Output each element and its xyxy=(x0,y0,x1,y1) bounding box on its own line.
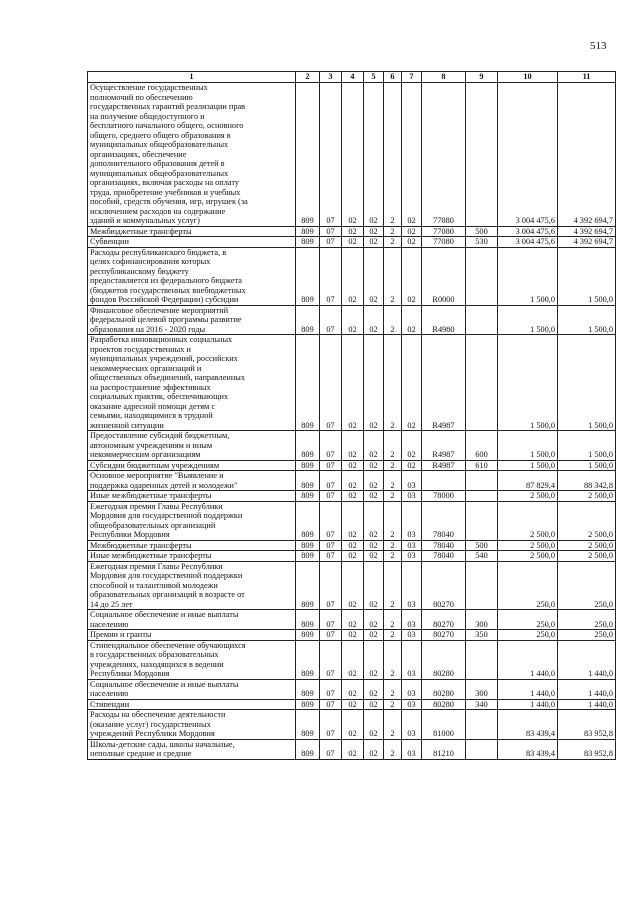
code-cell: 2 xyxy=(384,540,402,551)
amount-cell: 1 500,0 xyxy=(498,460,558,471)
code-cell: 07 xyxy=(320,710,342,740)
code-cell: 02 xyxy=(364,83,384,227)
code-cell: 03 xyxy=(402,640,422,679)
amount-cell: 83 439,4 xyxy=(498,710,558,740)
code-cell: 2 xyxy=(384,710,402,740)
code-cell: 2 xyxy=(384,739,402,759)
code-cell: 03 xyxy=(402,630,422,641)
code-cell: 77080 xyxy=(422,83,466,227)
code-cell: 03 xyxy=(402,471,422,491)
code-cell: 809 xyxy=(296,226,320,237)
code-cell: 07 xyxy=(320,551,342,562)
code-cell: 02 xyxy=(364,739,384,759)
amount-cell: 1 500,0 xyxy=(558,305,616,335)
code-cell: 07 xyxy=(320,561,342,610)
amount-cell: 1 500,0 xyxy=(558,431,616,461)
code-cell: 80270 xyxy=(422,561,466,610)
code-cell: 02 xyxy=(342,431,364,461)
code-cell: 2 xyxy=(384,551,402,562)
code-cell: 809 xyxy=(296,471,320,491)
code-cell: 2 xyxy=(384,83,402,227)
page-number: 513 xyxy=(590,40,607,52)
table-row xyxy=(88,471,616,491)
expense-name-cell: Социальное обеспечение и иные выплаты населению xyxy=(88,679,296,699)
code-cell: 02 xyxy=(342,247,364,305)
amount-cell: 1 440,0 xyxy=(498,679,558,699)
code-cell: 02 xyxy=(342,83,364,227)
code-cell: 2 xyxy=(384,640,402,679)
expense-name-cell: Межбюджетные трансферты xyxy=(88,540,296,551)
table-row xyxy=(88,335,616,431)
code-cell: R4980 xyxy=(422,305,466,335)
amount-cell: 1 500,0 xyxy=(498,247,558,305)
column-header: 8 xyxy=(422,72,466,83)
code-cell: 07 xyxy=(320,237,342,248)
code-cell: 77080 xyxy=(422,237,466,248)
code-cell: 02 xyxy=(364,226,384,237)
amount-cell: 83 439,4 xyxy=(498,739,558,759)
code-cell xyxy=(466,739,498,759)
code-cell: 600 xyxy=(466,431,498,461)
code-cell: 02 xyxy=(342,561,364,610)
budget-table xyxy=(87,71,616,760)
expense-name-cell: Основное мероприятие "Выявление и поддержка одаренных детей и молодежи" xyxy=(88,471,296,491)
expense-name-cell: Социальное обеспечение и иные выплаты населению xyxy=(88,610,296,630)
code-cell: 03 xyxy=(402,710,422,740)
code-cell: 02 xyxy=(342,630,364,641)
code-cell: 80270 xyxy=(422,630,466,641)
code-cell: 2 xyxy=(384,610,402,630)
code-cell: 2 xyxy=(384,247,402,305)
code-cell: 809 xyxy=(296,551,320,562)
expense-name-cell: Иные межбюджетные трансферты xyxy=(88,551,296,562)
table-row xyxy=(88,237,616,248)
column-header: 6 xyxy=(384,72,402,83)
table-row xyxy=(88,630,616,641)
amount-cell: 1 440,0 xyxy=(558,640,616,679)
code-cell: 81000 xyxy=(422,710,466,740)
code-cell: 02 xyxy=(342,226,364,237)
amount-cell: 4 392 694,7 xyxy=(558,226,616,237)
expense-name-cell: Иные межбюджетные трансферты xyxy=(88,491,296,502)
code-cell: 350 xyxy=(466,630,498,641)
code-cell: 300 xyxy=(466,679,498,699)
amount-cell: 1 500,0 xyxy=(498,335,558,431)
table-row xyxy=(88,540,616,551)
amount-cell: 4 392 694,7 xyxy=(558,83,616,227)
code-cell: 78040 xyxy=(422,540,466,551)
code-cell: 02 xyxy=(364,540,384,551)
code-cell: 02 xyxy=(364,710,384,740)
code-cell: 2 xyxy=(384,630,402,641)
code-cell: 07 xyxy=(320,699,342,710)
code-cell: 809 xyxy=(296,335,320,431)
code-cell: 02 xyxy=(402,83,422,227)
code-cell: 540 xyxy=(466,551,498,562)
code-cell: 02 xyxy=(342,237,364,248)
code-cell xyxy=(466,640,498,679)
code-cell: 02 xyxy=(364,460,384,471)
code-cell: 02 xyxy=(402,431,422,461)
code-cell: 809 xyxy=(296,431,320,461)
code-cell: 02 xyxy=(402,226,422,237)
code-cell: 02 xyxy=(364,610,384,630)
code-cell: 809 xyxy=(296,640,320,679)
amount-cell: 2 500,0 xyxy=(558,540,616,551)
code-cell: 02 xyxy=(342,460,364,471)
code-cell: 77080 xyxy=(422,226,466,237)
code-cell: 02 xyxy=(364,679,384,699)
amount-cell: 88 342,8 xyxy=(558,471,616,491)
amount-cell: 2 500,0 xyxy=(558,501,616,540)
code-cell: 03 xyxy=(402,501,422,540)
code-cell: 02 xyxy=(342,610,364,630)
table-row xyxy=(88,551,616,562)
code-cell: 2 xyxy=(384,335,402,431)
amount-cell: 4 392 694,7 xyxy=(558,237,616,248)
code-cell: R0000 xyxy=(422,247,466,305)
code-cell: 809 xyxy=(296,247,320,305)
amount-cell: 250,0 xyxy=(498,630,558,641)
code-cell: 02 xyxy=(342,491,364,502)
code-cell: 809 xyxy=(296,630,320,641)
code-cell: 02 xyxy=(364,561,384,610)
table-row xyxy=(88,640,616,679)
code-cell: 07 xyxy=(320,540,342,551)
code-cell: 03 xyxy=(402,540,422,551)
code-cell: 80280 xyxy=(422,640,466,679)
code-cell: 07 xyxy=(320,610,342,630)
code-cell: R4987 xyxy=(422,460,466,471)
expense-name-cell: Субвенции xyxy=(88,237,296,248)
code-cell: 03 xyxy=(402,610,422,630)
amount-cell: 1 500,0 xyxy=(558,247,616,305)
code-cell: R4987 xyxy=(422,431,466,461)
code-cell: 809 xyxy=(296,460,320,471)
column-header: 10 xyxy=(498,72,558,83)
code-cell: 02 xyxy=(342,501,364,540)
amount-cell: 1 440,0 xyxy=(498,640,558,679)
code-cell: 809 xyxy=(296,739,320,759)
table-row xyxy=(88,247,616,305)
code-cell: 07 xyxy=(320,335,342,431)
expense-name-cell: Разработка инновационных социальных проектов государственных и муниципальных учреждений, российских некоммерческих организаций и общественных объединений, направленных на распространение эффективных социальных практик, обеспечивающих оказание адресной помощи детям с семьями, находящимися в трудной жизненной ситуации xyxy=(88,335,296,431)
column-header: 7 xyxy=(402,72,422,83)
amount-cell: 1 500,0 xyxy=(498,305,558,335)
amount-cell: 2 500,0 xyxy=(498,551,558,562)
code-cell: 02 xyxy=(402,335,422,431)
table-row xyxy=(88,83,616,227)
table-row xyxy=(88,501,616,540)
table-row xyxy=(88,739,616,759)
code-cell xyxy=(466,501,498,540)
column-header: 3 xyxy=(320,72,342,83)
code-cell: 340 xyxy=(466,699,498,710)
column-header: 5 xyxy=(364,72,384,83)
table-body xyxy=(88,83,616,760)
code-cell: 2 xyxy=(384,431,402,461)
code-cell: 02 xyxy=(364,335,384,431)
amount-cell: 3 004 475,6 xyxy=(498,83,558,227)
code-cell: 809 xyxy=(296,679,320,699)
code-cell: 809 xyxy=(296,561,320,610)
code-cell: 809 xyxy=(296,501,320,540)
expense-name-cell: Расходы на обеспечение деятельности (оказание услуг) государственных учреждений Республики Мордовия xyxy=(88,710,296,740)
amount-cell: 3 004 475,6 xyxy=(498,237,558,248)
code-cell: 2 xyxy=(384,679,402,699)
code-cell: 02 xyxy=(364,491,384,502)
code-cell: 07 xyxy=(320,501,342,540)
code-cell: 809 xyxy=(296,540,320,551)
code-cell: 2 xyxy=(384,460,402,471)
code-cell: 07 xyxy=(320,305,342,335)
code-cell: 78040 xyxy=(422,551,466,562)
code-cell: 07 xyxy=(320,460,342,471)
column-header: 9 xyxy=(466,72,498,83)
code-cell: 02 xyxy=(342,710,364,740)
expense-name-cell: Школы-детские сады, школы начальные, неполные средние и средние xyxy=(88,739,296,759)
column-header: 4 xyxy=(342,72,364,83)
code-cell: 2 xyxy=(384,491,402,502)
amount-cell: 1 440,0 xyxy=(558,679,616,699)
amount-cell: 2 500,0 xyxy=(558,551,616,562)
code-cell: 809 xyxy=(296,237,320,248)
code-cell xyxy=(466,561,498,610)
code-cell: 02 xyxy=(364,640,384,679)
amount-cell: 250,0 xyxy=(498,610,558,630)
code-cell: 2 xyxy=(384,471,402,491)
code-cell: 02 xyxy=(402,237,422,248)
code-cell: 530 xyxy=(466,237,498,248)
expense-name-cell: Субсидии бюджетным учреждениям xyxy=(88,460,296,471)
code-cell: 02 xyxy=(342,699,364,710)
code-cell: 02 xyxy=(364,247,384,305)
code-cell: 2 xyxy=(384,237,402,248)
code-cell: 03 xyxy=(402,699,422,710)
code-cell: 02 xyxy=(342,335,364,431)
code-cell: 03 xyxy=(402,679,422,699)
code-cell: 03 xyxy=(402,491,422,502)
expense-name-cell: Предоставление субсидий бюджетным, автономным учреждениям и иным некоммерческим организациям xyxy=(88,431,296,461)
table-row xyxy=(88,679,616,699)
table-row xyxy=(88,710,616,740)
code-cell: 809 xyxy=(296,699,320,710)
code-cell: 02 xyxy=(342,305,364,335)
code-cell: 2 xyxy=(384,305,402,335)
amount-cell: 1 500,0 xyxy=(498,431,558,461)
column-header: 1 xyxy=(88,72,296,83)
table-row xyxy=(88,561,616,610)
expense-name-cell: Межбюджетные трансферты xyxy=(88,226,296,237)
code-cell: 300 xyxy=(466,610,498,630)
code-cell: 78040 xyxy=(422,501,466,540)
amount-cell: 2 500,0 xyxy=(558,491,616,502)
code-cell: 02 xyxy=(342,739,364,759)
table-row xyxy=(88,305,616,335)
code-cell: 809 xyxy=(296,491,320,502)
code-cell: 02 xyxy=(364,501,384,540)
expense-name-cell: Ежегодная премия Главы Республики Мордовия для государственной поддержки способной и талантливой молодежи образовательных организаций в возрасте от 14 до 25 лет xyxy=(88,561,296,610)
amount-cell: 1 500,0 xyxy=(558,460,616,471)
code-cell: 03 xyxy=(402,561,422,610)
code-cell: 78000 xyxy=(422,491,466,502)
code-cell: 80280 xyxy=(422,699,466,710)
code-cell: R4987 xyxy=(422,335,466,431)
code-cell: 07 xyxy=(320,491,342,502)
amount-cell: 250,0 xyxy=(558,630,616,641)
table-row xyxy=(88,699,616,710)
code-cell: 02 xyxy=(364,630,384,641)
table-row xyxy=(88,491,616,502)
code-cell: 07 xyxy=(320,247,342,305)
amount-cell: 87 829,4 xyxy=(498,471,558,491)
code-cell: 02 xyxy=(342,640,364,679)
code-cell: 03 xyxy=(402,739,422,759)
column-header: 2 xyxy=(296,72,320,83)
table-row xyxy=(88,226,616,237)
amount-cell: 250,0 xyxy=(558,610,616,630)
code-cell xyxy=(466,83,498,227)
code-cell xyxy=(466,335,498,431)
amount-cell: 1 440,0 xyxy=(558,699,616,710)
code-cell: 610 xyxy=(466,460,498,471)
code-cell: 809 xyxy=(296,83,320,227)
code-cell: 02 xyxy=(364,699,384,710)
amount-cell: 250,0 xyxy=(558,561,616,610)
amount-cell: 83 952,8 xyxy=(558,710,616,740)
code-cell: 80270 xyxy=(422,610,466,630)
code-cell: 07 xyxy=(320,739,342,759)
table-row xyxy=(88,610,616,630)
table-header-row xyxy=(88,72,616,83)
code-cell: 02 xyxy=(342,551,364,562)
code-cell: 02 xyxy=(364,551,384,562)
amount-cell: 2 500,0 xyxy=(498,540,558,551)
code-cell: 07 xyxy=(320,630,342,641)
code-cell: 02 xyxy=(342,679,364,699)
code-cell: 809 xyxy=(296,305,320,335)
code-cell xyxy=(466,710,498,740)
code-cell: 2 xyxy=(384,226,402,237)
code-cell xyxy=(422,471,466,491)
expense-name-cell: Стипендиальное обеспечение обучающихся в государственных образовательных учреждениях, находящихся в ведении Республики Мордовия xyxy=(88,640,296,679)
code-cell: 07 xyxy=(320,640,342,679)
code-cell: 809 xyxy=(296,610,320,630)
expense-name-cell: Расходы республиканского бюджета, в целях софинансирования которых республиканскому бюджету предоставляется из федерального бюджета (бюджетов государственных внебюджетных фондов Российской Федерации) субсидии xyxy=(88,247,296,305)
code-cell: 07 xyxy=(320,679,342,699)
expense-name-cell: Финансовое обеспечение мероприятий федеральной целевой программы развитие образования на 2016 - 2020 годы xyxy=(88,305,296,335)
table-row xyxy=(88,431,616,461)
code-cell xyxy=(466,247,498,305)
code-cell: 03 xyxy=(402,551,422,562)
code-cell xyxy=(466,305,498,335)
amount-cell: 2 500,0 xyxy=(498,491,558,502)
code-cell: 500 xyxy=(466,226,498,237)
code-cell xyxy=(466,471,498,491)
code-cell: 02 xyxy=(364,431,384,461)
expense-name-cell: Премии и гранты xyxy=(88,630,296,641)
code-cell: 02 xyxy=(364,471,384,491)
amount-cell: 1 440,0 xyxy=(498,699,558,710)
code-cell: 2 xyxy=(384,699,402,710)
code-cell xyxy=(466,491,498,502)
amount-cell: 250,0 xyxy=(498,561,558,610)
code-cell: 07 xyxy=(320,226,342,237)
code-cell: 02 xyxy=(402,247,422,305)
code-cell: 02 xyxy=(402,460,422,471)
column-header: 11 xyxy=(558,72,616,83)
code-cell: 02 xyxy=(402,305,422,335)
code-cell: 02 xyxy=(342,471,364,491)
amount-cell: 83 952,8 xyxy=(558,739,616,759)
expense-name-cell: Стипендии xyxy=(88,699,296,710)
expense-name-cell: Осуществление государственных полномочий по обеспечению государственных гарантий реализации прав на получение общедоступного и бесплатного начального общего, основного общего, среднего общего образования в муниципальных общеобразовательных организациях, обеспечение дополнительного образования детей в муниципальных общеобразовательных организациях, включая расходы на оплату труда, приобретение учебников и учебных пособий, средств обучения, игр, игрушек (за исключением расходов на содержание зданий и коммунальных услуг) xyxy=(88,83,296,227)
table-row xyxy=(88,460,616,471)
code-cell: 2 xyxy=(384,561,402,610)
expense-name-cell: Ежегодная премия Главы Республики Мордовия для государственной поддержки общеобразовательных организаций Республики Мордовия xyxy=(88,501,296,540)
code-cell: 2 xyxy=(384,501,402,540)
amount-cell: 3 004 475,6 xyxy=(498,226,558,237)
amount-cell: 2 500,0 xyxy=(498,501,558,540)
code-cell: 81210 xyxy=(422,739,466,759)
code-cell: 07 xyxy=(320,83,342,227)
code-cell: 02 xyxy=(364,237,384,248)
code-cell: 809 xyxy=(296,710,320,740)
code-cell: 07 xyxy=(320,431,342,461)
code-cell: 07 xyxy=(320,471,342,491)
code-cell: 80280 xyxy=(422,679,466,699)
code-cell: 02 xyxy=(364,305,384,335)
amount-cell: 1 500,0 xyxy=(558,335,616,431)
code-cell: 500 xyxy=(466,540,498,551)
code-cell: 02 xyxy=(342,540,364,551)
